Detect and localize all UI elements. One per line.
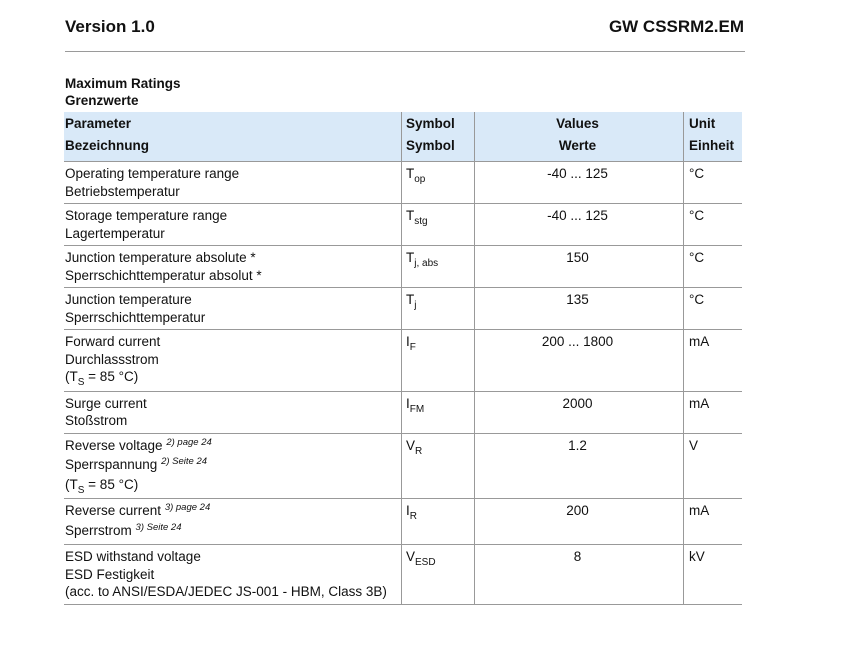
footnote-ref-en: 3) page 24 bbox=[164, 502, 211, 513]
parameter-en: Reverse current bbox=[65, 503, 162, 518]
value-cell: 135 bbox=[475, 288, 684, 330]
condition-subscript: S bbox=[77, 484, 85, 496]
symbol-main: I bbox=[406, 334, 410, 349]
unit-cell: mA bbox=[684, 391, 743, 433]
header-symbol-de: Symbol bbox=[402, 137, 475, 162]
section-title-en: Maximum Ratings bbox=[65, 76, 181, 91]
parameter-en: Storage temperature range bbox=[65, 208, 228, 223]
value-cell: 150 bbox=[475, 246, 684, 288]
unit-cell: kV bbox=[684, 545, 743, 605]
table-row bbox=[64, 246, 742, 288]
header-parameter: Parameter bbox=[64, 112, 402, 137]
condition-subscript: S bbox=[77, 377, 85, 388]
maximum-ratings-table bbox=[64, 112, 742, 605]
document-version: Version 1.0 bbox=[65, 17, 155, 36]
parameter-en-line bbox=[65, 502, 397, 522]
unit-cell: °C bbox=[684, 204, 743, 246]
parameter-en: Reverse voltage bbox=[65, 437, 163, 453]
parameter-cell bbox=[64, 288, 402, 330]
header-werte: Werte bbox=[475, 137, 684, 162]
unit-cell: mA bbox=[684, 499, 743, 545]
parameter-de: Sperrschichttemperatur bbox=[65, 309, 206, 325]
symbol-main: I bbox=[406, 503, 410, 518]
test-condition bbox=[65, 368, 397, 388]
table-row bbox=[64, 391, 742, 433]
table-row bbox=[64, 545, 742, 605]
section-title-de: Grenzwerte bbox=[65, 93, 139, 108]
parameter-en: Forward current bbox=[65, 334, 161, 349]
test-condition bbox=[65, 476, 397, 496]
footnote-ref-de: 2) Seite 24 bbox=[161, 456, 208, 467]
value-cell: 1.2 bbox=[475, 433, 684, 499]
parameter-de: ESD Festigkeit bbox=[65, 566, 155, 582]
parameter-en: ESD withstand voltage bbox=[65, 549, 201, 564]
parameter-cell bbox=[64, 204, 402, 246]
parameter-de: Sperrspannung bbox=[65, 457, 158, 472]
parameter-de: Sperrschichttemperatur absolut * bbox=[65, 267, 262, 283]
parameter-en-line bbox=[65, 437, 397, 457]
table-row bbox=[64, 162, 742, 204]
table-row bbox=[64, 288, 742, 330]
footnote-ref-en: 2) page 24 bbox=[166, 436, 212, 448]
parameter-cell bbox=[64, 391, 402, 433]
symbol-main: V bbox=[406, 549, 416, 564]
condition-suffix: = 85 °C) bbox=[84, 476, 139, 492]
table-header-row-en bbox=[64, 112, 742, 137]
test-condition: (acc. to ANSI/ESDA/JEDEC JS-001 - HBM, Class 3B) bbox=[65, 584, 387, 599]
parameter-en: Surge current bbox=[65, 395, 147, 411]
table-row bbox=[64, 204, 742, 246]
unit-cell: mA bbox=[684, 330, 743, 392]
parameter-cell bbox=[64, 545, 402, 605]
table-row bbox=[64, 330, 742, 392]
symbol-subscript: FM bbox=[409, 403, 425, 415]
symbol-cell bbox=[402, 204, 475, 246]
symbol-subscript: R bbox=[415, 445, 423, 457]
parameter-en: Operating temperature range bbox=[65, 166, 240, 181]
unit-cell: V bbox=[684, 433, 743, 499]
condition-prefix: (T bbox=[65, 369, 78, 384]
condition-suffix: = 85 °C) bbox=[84, 369, 139, 384]
symbol-main: T bbox=[406, 166, 415, 181]
symbol-subscript: op bbox=[414, 174, 426, 185]
parameter-cell bbox=[64, 499, 402, 545]
value-cell: 8 bbox=[475, 545, 684, 605]
header-symbol: Symbol bbox=[402, 112, 475, 137]
unit-cell: °C bbox=[684, 246, 743, 288]
header-einheit: Einheit bbox=[684, 137, 743, 162]
header-bezeichnung: Bezeichnung bbox=[64, 137, 402, 162]
parameter-de: Sperrstrom bbox=[65, 522, 132, 538]
parameter-cell bbox=[64, 246, 402, 288]
value-cell: 200 bbox=[475, 499, 684, 545]
table-header-row-de bbox=[64, 137, 742, 162]
parameter-de: Stoßstrom bbox=[65, 413, 128, 428]
parameter-de-line bbox=[65, 456, 397, 476]
symbol-cell bbox=[402, 330, 475, 392]
symbol-cell bbox=[402, 162, 475, 204]
value-cell: -40 ... 125 bbox=[475, 162, 684, 204]
symbol-main: I bbox=[406, 395, 410, 411]
header-unit: Unit bbox=[684, 112, 743, 137]
table-row bbox=[64, 499, 742, 545]
symbol-subscript: j, abs bbox=[414, 258, 439, 269]
parameter-de: Durchlassstrom bbox=[65, 351, 159, 367]
footnote-ref-de: 3) Seite 24 bbox=[135, 521, 182, 533]
parameter-de: Lagertemperatur bbox=[65, 225, 165, 241]
header-divider bbox=[65, 51, 745, 52]
symbol-main: V bbox=[406, 437, 416, 453]
symbol-subscript: F bbox=[409, 342, 416, 353]
parameter-en: Junction temperature absolute * bbox=[65, 250, 256, 265]
symbol-subscript: j bbox=[414, 300, 417, 311]
symbol-cell bbox=[402, 288, 475, 330]
condition-prefix: (T bbox=[65, 476, 78, 492]
symbol-main: T bbox=[406, 208, 415, 223]
part-number: GW CSSRM2.EM bbox=[608, 17, 744, 36]
unit-cell: °C bbox=[684, 288, 743, 330]
parameter-cell bbox=[64, 433, 402, 499]
symbol-cell bbox=[402, 545, 475, 605]
unit-cell: °C bbox=[684, 162, 743, 204]
parameter-en: Junction temperature bbox=[65, 292, 192, 307]
parameter-de: Betriebstemperatur bbox=[65, 183, 180, 199]
value-cell: 200 ... 1800 bbox=[475, 330, 684, 392]
section-title bbox=[65, 75, 181, 109]
symbol-subscript: stg bbox=[414, 216, 428, 227]
table-row bbox=[64, 433, 742, 499]
symbol-subscript: R bbox=[409, 511, 417, 522]
value-cell: 2000 bbox=[475, 391, 684, 433]
symbol-cell bbox=[402, 433, 475, 499]
symbol-main: T bbox=[406, 250, 415, 265]
parameter-cell bbox=[64, 162, 402, 204]
parameter-de-line bbox=[65, 522, 397, 542]
header-values: Values bbox=[475, 112, 684, 137]
symbol-main: T bbox=[406, 292, 415, 307]
symbol-cell bbox=[402, 246, 475, 288]
symbol-subscript: ESD bbox=[415, 557, 436, 568]
symbol-cell bbox=[402, 391, 475, 433]
symbol-cell bbox=[402, 499, 475, 545]
parameter-cell bbox=[64, 330, 402, 392]
value-cell: -40 ... 125 bbox=[475, 204, 684, 246]
